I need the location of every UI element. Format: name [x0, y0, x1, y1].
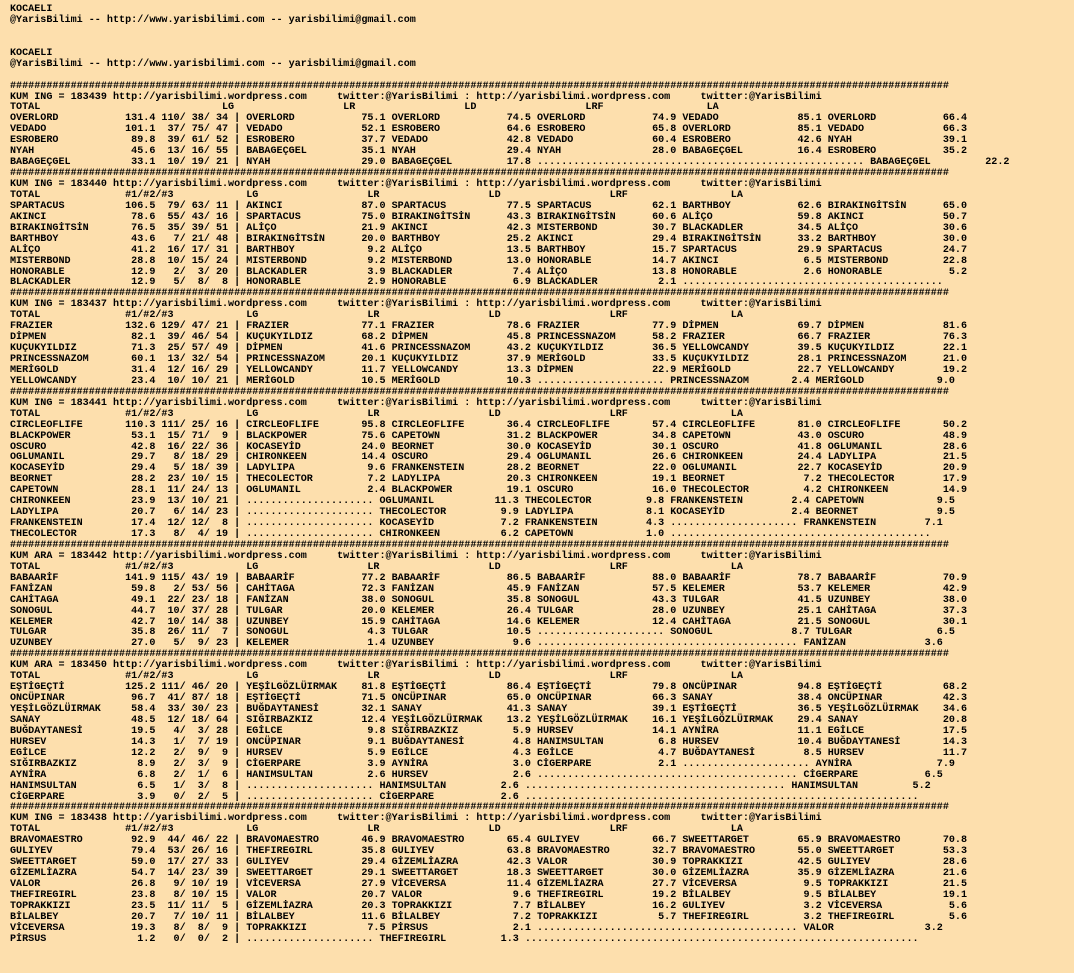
text-line: VALOR 26.8 9/ 10/ 19 | VİCEVERSA 27.9 VİCEVERSA 11.4 GİZEMLİAZRA 27.7 VİCEVERSA 9.5 TOPRAKKIZI 21.5: [10, 879, 968, 890]
text-line: OVERLORD 131.4 110/ 38/ 34 | OVERLORD 75.1 OVERLORD 74.5 OVERLORD 74.9 VEDADO 85.1 OVERLORD 66.4: [10, 113, 968, 125]
text-line: BİLALBEY 20.7 7/ 10/ 11 | BİLALBEY 11.6 BİLALBEY 7.2 TOPRAKKIZI 5.7 THEFIREGIRL 3.2 THEFIREGIRL 5.6: [10, 911, 968, 923]
separator-line: ###########################################################################################################################################################: [10, 80, 949, 92]
text-line: SIĞIRBAZKIZ 8.9 2/ 3/ 9 | CİGERPARE 3.9 AYNİRA 3.0 CİGERPARE 2.1 ..................... AYNİRA 7.9: [10, 758, 955, 770]
text-line: BABAARİF 141.9 115/ 43/ 19 | BABAARİF 77.2 BABAARİF 86.5 BABAARİF 88.0 BABAARİF 78.7 BABAARİF 70.9: [10, 572, 968, 584]
text-line: BABAGEÇGEL 33.1 10/ 19/ 21 | NYAH 29.0 BABAGEÇGEL 17.8 ...................................................... BABAGEÇGEL 22.2: [10, 157, 1010, 169]
text-line: KUM ARA = 183450 http://yarisbilimi.wordpress.com twitter:@YarisBilimi : http://yarisbilimi.wordpress.com twitter:@YarisBilimi: [10, 660, 822, 672]
text-line: UZUNBEY 27.0 5/ 9/ 23 | KELEMER 1.4 UZUNBEY 9.6 ........................................... FANİZAN 3.6: [10, 638, 943, 650]
text-line: TOTAL #1/#2/#3 LG LR LD LRF LA: [10, 671, 743, 683]
text-line: KELEMER 42.7 10/ 14/ 38 | UZUNBEY 15.9 CAHİTAGA 14.6 KELEMER 12.4 CAHİTAGA 21.5 SONOGUL 30.1: [10, 616, 968, 628]
text-line: OSCURO 42.8 16/ 22/ 36 | KOCASEYİD 24.0 BEORNET 30.0 KOCASEYİD 30.1 OSCURO 41.8 OGLUMANIL 28.6: [10, 441, 968, 453]
text-line: MERİGOLD 31.4 12/ 16/ 29 | YELLOWCANDY 11.7 YELLOWCANDY 13.3 DİPMEN 22.9 MERİGOLD 22.7 YELLOWCANDY 19.2: [10, 364, 968, 376]
text-line: YELLOWCANDY 23.4 10/ 10/ 21 | MERİGOLD 10.5 MERİGOLD 10.3 ..................... PRINCESSNAZOM 2.4 MERİGOLD 9.0: [10, 375, 955, 387]
separator-line: ###########################################################################################################################################################: [10, 539, 949, 551]
text-line: CHIRONKEEN 23.9 13/ 10/ 21 | ..................... OGLUMANIL 11.3 THECOLECTOR 9.8 FRANKENSTEIN 2.4 CAPETOWN 9.5: [10, 496, 955, 508]
text-line: FRAZIER 132.6 129/ 47/ 21 | FRAZIER 77.1 FRAZIER 78.6 FRAZIER 77.9 DİPMEN 69.7 DİPMEN 81.6: [10, 321, 968, 333]
text-line: NYAH 45.6 13/ 16/ 55 | BABAGEÇGEL 35.1 NYAH 29.4 NYAH 28.0 BABAGEÇGEL 16.4 ESROBERO 35.2: [10, 146, 968, 158]
text-line: KUÇUKYILDIZ 71.3 25/ 57/ 49 | DİPMEN 41.6 PRINCESSNAZOM 43.2 KUÇUKYILDIZ 36.5 YELLOWCANDY 39.5 KUÇUKYILDIZ 22.1: [10, 343, 968, 355]
text-line: SWEETTARGET 59.0 17/ 27/ 33 | GULIYEV 29.4 GİZEMLİAZRA 42.3 VALOR 30.9 TOPRAKKIZI 42.5 GULIYEV 28.6: [10, 857, 968, 869]
text-line: KUM ING = 183439 http://yarisbilimi.wordpress.com twitter:@YarisBilimi : http://yarisbilimi.wordpress.com twitter:@YarisBilimi: [10, 91, 822, 103]
separator-line: ###########################################################################################################################################################: [10, 386, 949, 398]
text-line: [10, 38, 1074, 49]
text-line: TULGAR 35.8 26/ 11/ 7 | SONOGUL 4.3 TULGAR 10.5 ..................... SONOGUL 8.7 TULGAR 6.5: [10, 627, 955, 639]
text-line: TOTAL LG LR LD LRF LA: [10, 102, 719, 114]
text-line: EŞTİGEÇTİ 125.2 111/ 46/ 20 | YEŞİLGÖZLÜIRMAK 81.8 EŞTİGEÇTİ 86.4 EŞTİGEÇTİ 79.8 ONCÜPINAR 94.8 EŞTİGEÇTİ 68.2: [10, 682, 968, 694]
text-line: BEORNET 28.2 23/ 10/ 15 | THECOLECTOR 7.2 LADYLIPA 20.3 CHIRONKEEN 19.1 BEORNET 7.2 THECOLECTOR 17.9: [10, 474, 968, 486]
text-line: EGİLCE 12.2 2/ 9/ 9 | HURSEV 5.9 EGİLCE 4.3 EGİLCE 4.7 BUĞDAYTANESİ 8.5 HURSEV 11.7: [10, 747, 968, 759]
text-line: FRANKENSTEIN 17.4 12/ 12/ 8 | ..................... KOCASEYİD 7.2 FRANKENSTEIN 4.3 ..................... FRANKENSTEIN 7.1: [10, 518, 943, 530]
text-line: OGLUMANIL 29.7 8/ 18/ 29 | CHIRONKEEN 14.4 OSCURO 29.4 OGLUMANIL 26.6 CHIRONKEEN 24.4 LADYLIPA 21.5: [10, 452, 968, 464]
text-line: KOCAELI: [10, 47, 53, 59]
text-line: KUM ING = 183438 http://yarisbilimi.wordpress.com twitter:@YarisBilimi : http://yarisbilimi.wordpress.com twitter:@YarisBilimi: [10, 813, 822, 825]
text-line: @YarisBilimi -- http://www.yarisbilimi.com -- yarisbilimi@gmail.com: [10, 58, 416, 70]
text-line: FANİZAN 59.8 2/ 53/ 56 | CAHİTAGA 72.3 FANİZAN 45.9 FANİZAN 57.5 KELEMER 53.7 KELEMER 42.9: [10, 583, 968, 595]
text-line: BUĞDAYTANESİ 19.5 4/ 3/ 28 | EGİLCE 9.8 SIĞIRBAZKIZ 5.9 HURSEV 14.1 AYNİRA 11.1 EGİLCE 17.5: [10, 725, 968, 737]
text-line: SPARTACUS 106.5 79/ 63/ 11 | AKINCI 87.0 SPARTACUS 77.5 SPARTACUS 62.1 BARTHBOY 62.6 BIRAKINGİTSİN 65.0: [10, 200, 968, 212]
text-line: HURSEV 14.3 1/ 7/ 19 | ONCÜPINAR 9.1 BUĞDAYTANESİ 4.8 HANIMSULTAN 6.8 HURSEV 10.4 BUĞDAYTANESİ 14.3: [10, 736, 968, 748]
text-line: CAPETOWN 28.1 11/ 24/ 13 | OGLUMANIL 2.4 BLACKPOWER 19.1 OSCURO 16.0 THECOLECTOR 4.2 CHIRONKEEN 14.9: [10, 485, 968, 497]
text-line: AYNİRA 6.8 2/ 1/ 6 | HANIMSULTAN 2.6 HURSEV 2.6 ........................................... CİGERPARE 6.5: [10, 769, 943, 781]
text-line: HANIMSULTAN 6.5 1/ 3/ 8 | ..................... HANIMSULTAN 2.6 ........................................... HANIMSULTAN 5.2: [10, 780, 931, 792]
text-line: KUM ARA = 183442 http://yarisbilimi.wordpress.com twitter:@YarisBilimi : http://yarisbilimi.wordpress.com twitter:@YarisBilimi: [10, 550, 822, 562]
text-line: BIRAKINGİTSİN 76.5 35/ 39/ 51 | ALİÇO 21.9 AKINCI 42.3 MISTERBOND 30.7 BLACKADLER 34.5 ALİÇO 30.6: [10, 222, 968, 234]
text-line: TOTAL #1/#2/#3 LG LR LD LRF LA: [10, 561, 743, 573]
separator-line: ###########################################################################################################################################################: [10, 288, 949, 300]
text-line: PRINCESSNAZOM 60.1 13/ 32/ 54 | PRINCESSNAZOM 20.1 KUÇUKYILDIZ 37.9 MERİGOLD 33.5 KUÇUKYILDIZ 28.1 PRINCESSNAZOM 21.0: [10, 354, 968, 365]
text-line: TOTAL #1/#2/#3 LG LR LD LRF LA: [10, 408, 743, 420]
text-line: TOPRAKKIZI 23.5 11/ 11/ 5 | GİZEMLİAZRA 20.3 TOPRAKKIZI 7.7 BİLALBEY 16.2 GULIYEV 3.2 VİCEVERSA 5.6: [10, 900, 968, 912]
text-line: TOTAL #1/#2/#3 LG LR LD LRF LA: [10, 189, 743, 201]
text-line: LADYLIPA 20.7 6/ 14/ 23 | ..................... THECOLECTOR 9.9 LADYLIPA 8.1 KOCASEYİD 2.4 BEORNET 9.5: [10, 507, 955, 519]
text-line: [10, 71, 1074, 82]
text-line: KUM ING = 183441 http://yarisbilimi.wordpress.com twitter:@YarisBilimi : http://yarisbilimi.wordpress.com twitter:@YarisBilimi: [10, 397, 822, 409]
text-line: TOTAL #1/#2/#3 LG LR LD LRF LA: [10, 310, 743, 322]
text-line: TOTAL #1/#2/#3 LG LR LD LRF LA: [10, 824, 743, 836]
separator-line: ###########################################################################################################################################################: [10, 649, 949, 661]
text-line: KOCASEYİD 29.4 5/ 18/ 39 | LADYLIPA 9.6 FRANKENSTEIN 28.2 BEORNET 22.0 OGLUMANIL 22.7 KOCASEYİD 20.9: [10, 463, 968, 475]
text-line: @YarisBilimi -- http://www.yarisbilimi.com -- yarisbilimi@gmail.com: [10, 14, 416, 26]
separator-line: ###########################################################################################################################################################: [10, 802, 949, 814]
text-line: VEDADO 101.1 37/ 75/ 47 | VEDADO 52.1 ESROBERO 64.6 ESROBERO 65.8 OVERLORD 85.1 VEDADO 66.3: [10, 124, 968, 136]
text-line: BARTHBOY 43.6 7/ 21/ 48 | BIRAKINGİTSİN 20.0 BARTHBOY 25.2 AKINCI 29.4 BIRAKINGİTSİN 33.2 BARTHBOY 30.0: [10, 233, 968, 245]
text-line: GİZEMLİAZRA 54.7 14/ 23/ 39 | SWEETTARGET 29.1 SWEETTARGET 18.3 SWEETTARGET 30.0 GİZEMLİAZRA 35.9 GİZEMLİAZRA 21.6: [10, 868, 968, 880]
text-line: ESROBERO 89.8 39/ 61/ 52 | ESROBERO 37.7 VEDADO 42.8 VEDADO 60.4 ESROBERO 42.6 NYAH 39.1: [10, 135, 968, 147]
text-line: SONOGUL 44.7 10/ 37/ 28 | TULGAR 20.0 KELEMER 26.4 TULGAR 28.0 UZUNBEY 25.1 CAHİTAGA 37.3: [10, 605, 968, 617]
text-line: ALİÇO 41.2 16/ 17/ 31 | BARTHBOY 9.2 ALİÇO 13.5 BARTHBOY 15.7 SPARTACUS 29.9 SPARTACUS 24.7: [10, 244, 968, 256]
text-line: CAHİTAGA 49.1 22/ 23/ 18 | FANİZAN 38.0 SONOGUL 35.8 SONOGUL 43.3 TULGAR 41.5 UZUNBEY 38.0: [10, 594, 968, 606]
text-line: SANAY 48.5 12/ 18/ 64 | SIĞIRBAZKIZ 12.4 YEŞİLGÖZLÜIRMAK 13.2 YEŞİLGÖZLÜIRMAK 16.1 YEŞİLGÖZLÜIRMAK 29.4 SANAY 20.8: [10, 714, 968, 726]
text-line: BLACKPOWER 53.1 15/ 71/ 9 | BLACKPOWER 75.6 CAPETOWN 31.2 BLACKPOWER 34.8 CAPETOWN 43.0 OSCURO 48.9: [10, 430, 968, 442]
text-line: KUM ING = 183440 http://yarisbilimi.wordpress.com twitter:@YarisBilimi : http://yarisbilimi.wordpress.com twitter:@YarisBilimi: [10, 179, 822, 190]
text-line: THEFIREGIRL 23.8 8/ 10/ 15 | VALOR 20.7 VALOR 9.6 THEFIREGIRL 19.2 BİLALBEY 9.5 BİLALBEY 19.1: [10, 889, 968, 901]
text-line: VİCEVERSA 19.3 8/ 8/ 9 | TOPRAKKIZI 7.5 PİRSUS 2.1 ........................................... VALOR 3.2: [10, 922, 943, 934]
text-line: MISTERBOND 28.8 10/ 15/ 24 | MISTERBOND 9.2 MISTERBOND 13.0 HONORABLE 14.7 AKINCI 6.5 MISTERBOND 22.8: [10, 255, 968, 267]
text-line: BLACKADLER 12.9 5/ 8/ 8 | HONORABLE 2.9 HONORABLE 6.9 BLACKADLER 2.1 ...........................................: [10, 277, 943, 289]
text-line: CİGERPARE 3.9 0/ 2/ 5 | ..................... CİGERPARE 2.6 .................................................................: [10, 791, 919, 803]
text-line: BRAVOMAESTRO 92.9 44/ 46/ 22 | BRAVOMAESTRO 46.9 BRAVOMAESTRO 65.4 GULIYEV 66.7 SWEETTARGET 65.9 BRAVOMAESTRO 70.8: [10, 835, 968, 847]
text-line: YEŞİLGÖZLÜIRMAK 58.4 33/ 30/ 23 | BUĞDAYTANESİ 32.1 SANAY 41.3 SANAY 39.1 EŞTİGEÇTİ 36.5 YEŞİLGÖZLÜIRMAK 34.6: [10, 704, 968, 715]
text-line: HONORABLE 12.9 2/ 3/ 20 | BLACKADLER 3.9 BLACKADLER 7.4 ALİÇO 13.8 HONORABLE 2.6 HONORABLE 5.2: [10, 266, 968, 278]
text-line: ONCÜPINAR 96.7 41/ 87/ 18 | EŞTİGEÇTİ 71.5 ONCÜPINAR 65.0 ONCÜPINAR 66.3 SANAY 38.4 ONCÜPINAR 42.3: [10, 693, 968, 705]
text-line: PİRSUS 1.2 0/ 0/ 2 | ..................... THEFIREGIRL 1.3 .................................................................: [10, 933, 919, 945]
text-line: DİPMEN 82.1 39/ 46/ 54 | KUÇUKYILDIZ 68.2 DİPMEN 45.8 PRINCESSNAZOM 58.2 FRAZIER 66.7 FRAZIER 76.3: [10, 332, 968, 344]
text-line: KUM ING = 183437 http://yarisbilimi.wordpress.com twitter:@YarisBilimi : http://yarisbilimi.wordpress.com twitter:@YarisBilimi: [10, 299, 822, 311]
separator-line: ###########################################################################################################################################################: [10, 168, 949, 180]
text-line: GULIYEV 79.4 53/ 26/ 16 | THEFIREGIRL 35.8 GULIYEV 63.8 BRAVOMAESTRO 32.7 BRAVOMAESTRO 55.0 SWEETTARGET 53.3: [10, 846, 968, 858]
text-line: CIRCLEOFLIFE 110.3 111/ 25/ 16 | CIRCLEOFLIFE 95.8 CIRCLEOFLIFE 36.4 CIRCLEOFLIFE 57.4 CIRCLEOFLIFE 81.0 CIRCLEOFLIFE 50.2: [10, 419, 968, 431]
text-line: AKINCI 78.6 55/ 43/ 16 | SPARTACUS 75.0 BIRAKINGİTSİN 43.3 BIRAKINGİTSİN 60.6 ALİÇO 59.8 AKINCI 50.7: [10, 211, 968, 223]
text-line: THECOLECTOR 17.3 8/ 4/ 19 | ..................... CHIRONKEEN 6.2 CAPETOWN 1.0 ...........................................: [10, 529, 931, 540]
text-line: KOCAELI: [10, 4, 53, 15]
text-line: [10, 27, 1074, 38]
